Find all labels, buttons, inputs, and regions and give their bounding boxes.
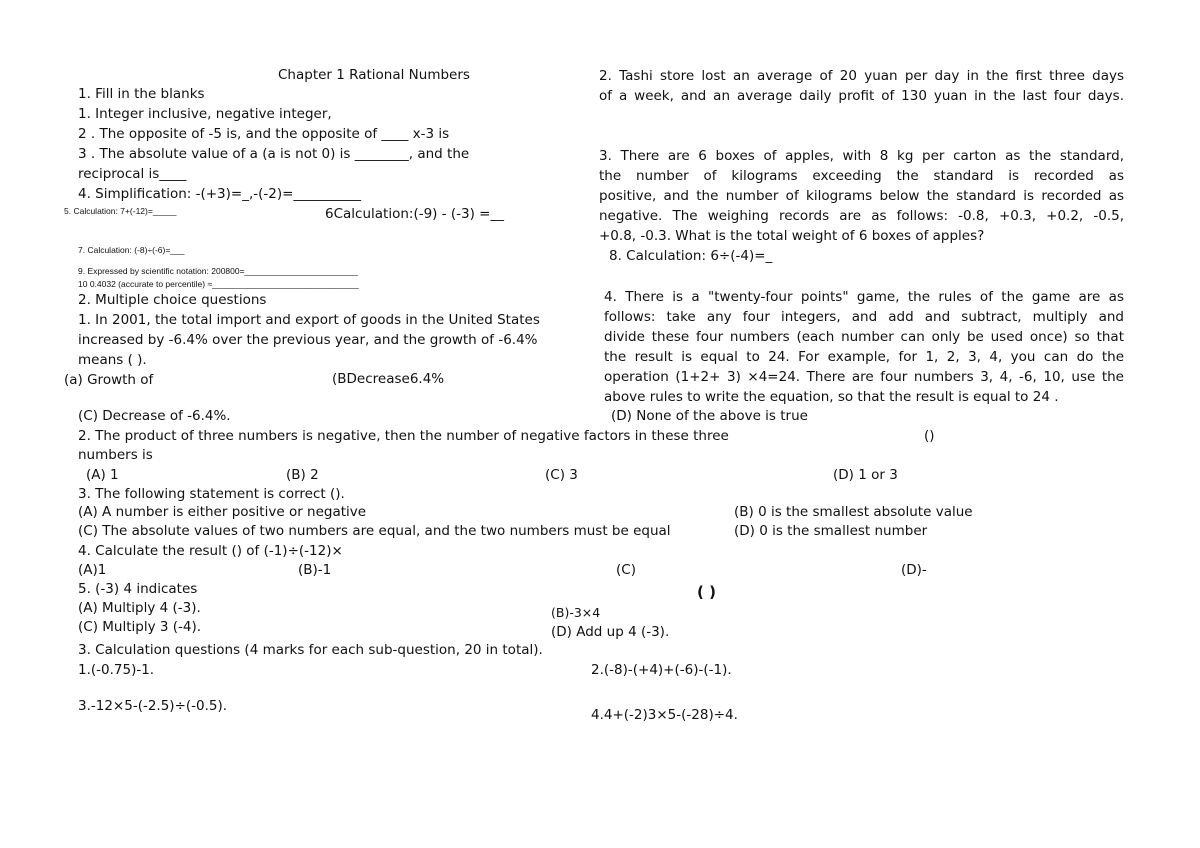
fill-item-9: 9. Expressed by scientific notation: 200800=________________________: [78, 266, 359, 276]
mc-q1-line3: means ( ).: [78, 352, 147, 368]
mc-q2-option-b: (B) 2: [286, 467, 319, 483]
mc-q4-option-a: (A)1: [78, 562, 107, 578]
mc-q5-option-c: (C) Multiply 3 (-4).: [78, 619, 202, 635]
mc-q3-option-c: (C) The absolute values of two numbers are equal, and the two numbers must be equal: [78, 523, 671, 539]
fill-item-2: 2 . The opposite of -5 is, and the opposite of ____ x-3 is: [78, 126, 450, 142]
fill-item-3: 3 . The absolute value of a (a is not 0) is ________, and the: [78, 146, 470, 162]
fill-item-1: 1. Integer inclusive, negative integer,: [78, 106, 332, 122]
mc-q3-option-b: (B) 0 is the smallest absolute value: [734, 504, 973, 520]
fill-item-10: 10 0.4032 (accurate to percentile) ≈_______________________________: [78, 279, 359, 289]
problem-4-line4: the result is equal to 24. For example, for 1, 2, 3, 4, you can do the: [604, 349, 1124, 365]
problem-2-line2: of a week, and an average daily profit of 130 yuan in the last four days.: [599, 88, 1124, 104]
fill-item-4: 4. Simplification: -(+3)=_,-(-2)=__________: [78, 186, 361, 202]
mc-q2-option-c: (C) 3: [545, 467, 578, 483]
mc-heading: 2. Multiple choice questions: [78, 292, 267, 308]
mc-q4-option-c: (C): [616, 562, 636, 578]
problem-8: 8. Calculation: 6÷(-4)=_: [609, 248, 773, 264]
problem-3-line1: 3. There are 6 boxes of apples, with 8 kg per carton as the standard,: [599, 148, 1124, 164]
mc-q2-line2: numbers is: [78, 447, 153, 463]
mc-q5: 5. (-3) 4 indicates: [78, 581, 198, 597]
problem-4-line2: follows: take any four integers, and add and subtract, multiply and: [604, 309, 1124, 325]
calc-heading: 3. Calculation questions (4 marks for each sub-question, 20 in total).: [78, 642, 543, 658]
mc-q2-option-a: (A) 1: [86, 467, 119, 483]
calc-question-3: 3.-12×5-(-2.5)÷(-0.5).: [78, 698, 228, 714]
mc-q2-option-d: (D) 1 or 3: [833, 467, 898, 483]
mc-q1-option-b: (BDecrease6.4%: [332, 371, 445, 387]
problem-3-line4: negative. The weighing records are as follows: -0.8, +0.3, +0.2, -0.5,: [599, 208, 1124, 224]
mc-q1-option-c: (C) Decrease of -6.4%.: [78, 408, 231, 424]
problem-2-line1: 2. Tashi store lost an average of 20 yuan per day in the first three days: [599, 68, 1124, 84]
mc-q3-option-a: (A) A number is either positive or negative: [78, 504, 367, 520]
mc-q5-option-b: (B)-3×4: [551, 605, 601, 620]
problem-3-line5: +0.8, -0.3. What is the total weight of 6 boxes of apples?: [599, 228, 985, 244]
problem-4-line3: divide these four numbers (each number can only be used once) so that: [604, 329, 1124, 345]
calc-question-4: 4.4+(-2)3×5-(-28)÷4.: [591, 707, 738, 723]
mc-q1-line1: 1. In 2001, the total import and export of goods in the United States: [78, 312, 540, 328]
problem-4-line6: above rules to write the equation, so that the result is equal to 24 .: [604, 389, 1059, 405]
mc-q5-option-a: (A) Multiply 4 (-3).: [78, 600, 201, 616]
mc-q4-option-b: (B)-1: [298, 562, 332, 578]
mc-q3-option-d: (D) 0 is the smallest number: [734, 523, 928, 539]
mc-q1-option-d: (D) None of the above is true: [611, 408, 808, 424]
mc-q4-option-d: (D)-: [901, 562, 927, 578]
mc-q5-paren: ( ): [697, 583, 716, 601]
mc-q3: 3. The following statement is correct ().: [78, 486, 345, 502]
mc-q1-line2: increased by -6.4% over the previous year, and the growth of -6.4%: [78, 332, 538, 348]
mc-q1-option-a: (a) Growth of: [64, 372, 154, 388]
fill-blanks-heading: 1. Fill in the blanks: [78, 86, 205, 102]
fill-item-7: 7. Calculation: (-8)÷(-6)=___: [78, 245, 185, 255]
calc-question-2: 2.(-8)-(+4)+(-6)-(-1).: [591, 662, 732, 678]
problem-3-line3: positive, and the number of kilograms below the standard is recorded as: [599, 188, 1124, 204]
problem-4-line1: 4. There is a "twenty-four points" game, the rules of the game are as: [604, 289, 1124, 305]
fill-item-5: 5. Calculation: 7+(-12)=_____: [64, 206, 177, 216]
calc-question-1: 1.(-0.75)-1.: [78, 662, 155, 678]
mc-q4: 4. Calculate the result () of (-1)÷(-12)×: [78, 543, 343, 559]
problem-4-line5: operation (1+2+ 3) ×4=24. There are four numbers 3, 4, -6, 10, use the: [604, 369, 1124, 385]
page-title: Chapter 1 Rational Numbers: [278, 67, 470, 83]
mc-q5-option-d: (D) Add up 4 (-3).: [551, 624, 670, 640]
fill-item-3-cont: reciprocal is____: [78, 166, 187, 182]
fill-item-6: 6Calculation:(-9) - (-3) =__: [325, 206, 504, 222]
mc-q2-paren: (): [924, 428, 935, 444]
mc-q2-line1: 2. The product of three numbers is negative, then the number of negative factors in these three: [78, 428, 729, 444]
problem-3-line2: the number of kilograms exceeding the standard is recorded as: [599, 168, 1124, 184]
